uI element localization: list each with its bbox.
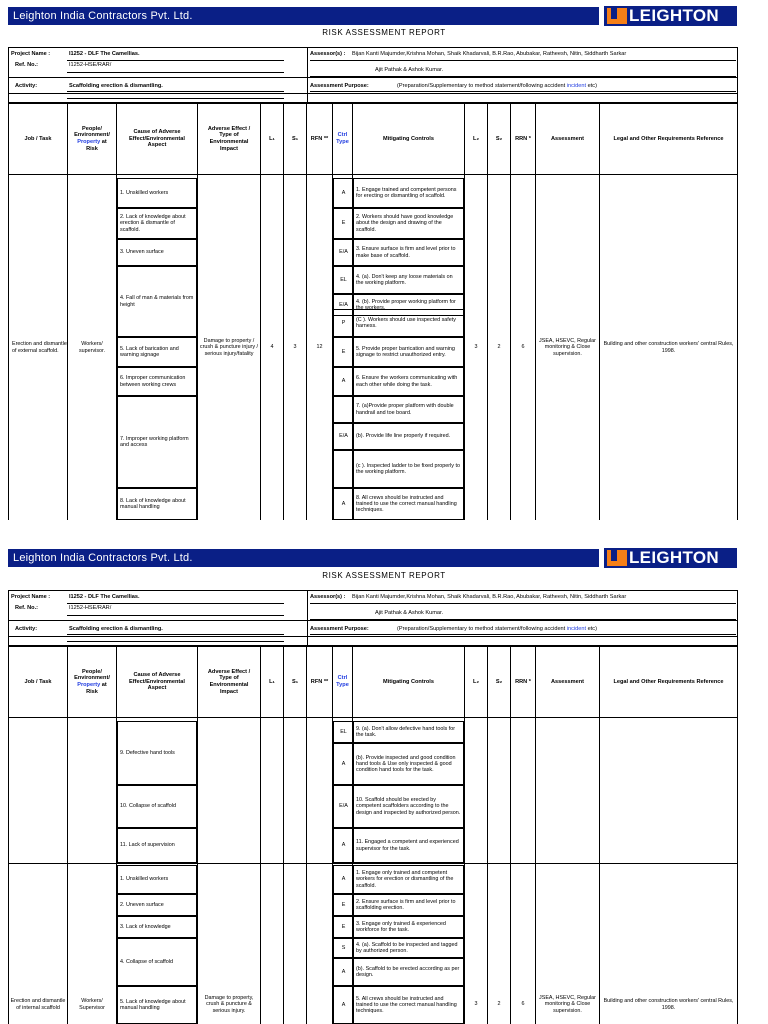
mitigating-control: 6. Ensure the workers communicating with each other while doing the task. xyxy=(353,367,464,396)
ref-no-label: Ref. No.: xyxy=(15,605,38,611)
mitigating-control: 4. (a). Don't keep any loose materials on the working platform. xyxy=(353,266,464,294)
s2-cell: 2 xyxy=(497,344,501,351)
mitigating-control: 5. Provide proper barrication and warning signage to restrict unauthorized entry. xyxy=(353,337,464,367)
mitigating-control: 2. Workers should have good knowledge about the design and drawing of the scaffold. xyxy=(353,208,464,239)
assessment-cell: JSEA, HSEVC, Regular monitoring & Close supervision. xyxy=(539,994,596,1014)
project-name-label: Project Name : xyxy=(11,594,51,600)
ctrl-type-cell: E/A xyxy=(333,423,353,450)
mitigating-control: (b). Scaffold to be erected according as per design. xyxy=(353,958,464,986)
assessors-label: Assessor(s) : xyxy=(310,594,346,600)
col-legal: Legal and Other Requirements Reference xyxy=(613,135,724,142)
leighton-logo xyxy=(604,6,737,26)
col-rfn: RFN ** xyxy=(310,135,329,142)
legal-cell: Building and other construction workers' central Rules, 1998. xyxy=(603,998,734,1011)
ref-no-value: I1252-HSE/RAR/ xyxy=(69,62,112,68)
ctrl-type-cell: A xyxy=(333,178,353,208)
company-name: Leighton India Contractors Pvt. Ltd. xyxy=(13,552,193,564)
ctrl-type-cell: E/A xyxy=(333,239,353,266)
logo-text: LEIGHTON xyxy=(629,6,719,25)
leighton-logo-icon xyxy=(607,8,627,24)
mitigating-control: 8. All crews should be instructed and trained to use the correct manual handling techniques. xyxy=(353,488,464,520)
job-task-cell: Erection and dismantle of internal scaffold xyxy=(10,998,66,1011)
rrn-cell: 6 xyxy=(521,344,525,351)
report-title: RISK ASSESSMENT REPORT xyxy=(322,571,446,580)
col-l2: L₂ xyxy=(473,678,479,685)
col-adverse-effect: Adverse Effect / Type of Environmental Impact xyxy=(207,125,251,152)
ctrl-type-cell: A xyxy=(333,986,353,1024)
col-legal: Legal and Other Requirements Reference xyxy=(613,678,724,685)
people-cell: Workers/ Supervisor xyxy=(79,998,105,1011)
cause-item: 11. Lack of supervision xyxy=(117,828,197,863)
leighton-logo xyxy=(604,548,737,568)
s1-cell: 3 xyxy=(293,344,297,351)
ctrl-type-cell: E/A xyxy=(333,294,353,316)
ctrl-type-cell: EL xyxy=(333,266,353,294)
ctrl-type-cell: S xyxy=(333,938,353,958)
project-name-value: I1252 - DLF The Camellias. xyxy=(69,51,140,57)
project-name-label: Project Name : xyxy=(11,51,51,57)
col-people: People/ Environment/ Property at Risk xyxy=(74,125,110,152)
cause-item: 6. Improper communication between working crews xyxy=(117,367,197,396)
report-title: RISK ASSESSMENT REPORT xyxy=(322,28,446,37)
l2-cell: 3 xyxy=(474,1001,478,1008)
col-cause: Cause of Adverse Effect/Environmental Aspect xyxy=(129,672,185,692)
assessors-line-2: Ajit Pathak & Ashok Kumar. xyxy=(375,67,444,73)
ctrl-type-cell: E xyxy=(333,337,353,367)
cause-item: 4. Collapse of scaffold xyxy=(117,938,197,986)
cause-item: 5. Lack of barication and warning signage xyxy=(117,337,197,367)
col-s1: S₁ xyxy=(291,678,299,685)
cause-item: 8. Lack of knowledge about manual handling xyxy=(117,488,197,520)
assessors-line-1: Bijan Kanti Majumder,Krishna Mohan, Shaik Khadarvali, B.R.Rao, Abubakar, Ratheesh, Nitin, Siddharth Sarkar xyxy=(352,51,627,57)
assessors-line-1: Bijan Kanti Majumder,Krishna Mohan, Shaik Khadarvali, B.R.Rao, Abubakar, Ratheesh, Nitin, Siddharth Sarkar xyxy=(352,594,627,600)
cause-item: 4. Fall of man & materials from height xyxy=(117,266,197,337)
assessment-cell: JSEA, HSEVC, Regular monitoring & Close supervision. xyxy=(539,337,596,357)
mitigating-control: 4. (b). Provide proper working platform for the workers. xyxy=(353,294,464,316)
ctrl-type-cell: P xyxy=(333,309,353,337)
col-job-task: Job / Task xyxy=(24,135,52,142)
project-name-value: I1252 - DLF The Camellias. xyxy=(69,594,140,600)
assessment-purpose-label: Assessment Purpose: xyxy=(310,83,369,89)
mitigating-control: 3. Engage only trained & experienced workforce for the task. xyxy=(353,916,464,938)
cause-item: 2. Uneven surface xyxy=(117,894,197,916)
assessors-label: Assessor(s) : xyxy=(310,51,346,57)
mitigating-control: 1. Engage only trained and competent workers for erection or dismantling of the scaffold. xyxy=(353,865,464,894)
adverse-effect-cell: Damage to property, crush & puncture & serious injury. xyxy=(204,994,254,1014)
assessors-line-2: Ajit Pathak & Ashok Kumar. xyxy=(375,610,444,616)
activity-value: Scaffolding erection & dismantling. xyxy=(69,83,163,89)
l2-cell: 3 xyxy=(474,344,478,351)
col-l2: L₂ xyxy=(473,135,479,142)
legal-cell: Building and other construction workers' central Rules, 1998. xyxy=(603,341,734,354)
rrn-cell: 6 xyxy=(521,1001,525,1008)
col-mitigating: Mitigating Controls xyxy=(383,135,434,142)
s2-cell: 2 xyxy=(497,1001,501,1008)
col-l1: L₁ xyxy=(269,135,275,142)
report-page-2 xyxy=(0,545,768,1024)
assessment-purpose-value: (Preparation/Supplementary to method statement/following accident incident etc) xyxy=(397,626,597,632)
activity-label: Activity: xyxy=(15,626,38,632)
ref-no-value: I1252-HSE/RAR/ xyxy=(69,605,112,611)
cause-item: 2. Lack of knowledge about erection & dismantle of scaffold. xyxy=(117,208,197,239)
ctrl-type-cell: A xyxy=(333,367,353,396)
mitigating-control: 5. All crews should be instructed and trained to use the correct manual handling techniques. xyxy=(353,986,464,1024)
ctrl-type-cell: A xyxy=(333,958,353,986)
ctrl-type-cell xyxy=(333,396,353,423)
col-rrn: RRN * xyxy=(515,678,531,685)
mitigating-control: (b). Provide life line properly if required. xyxy=(353,423,464,450)
col-assessment: Assessment xyxy=(551,135,584,142)
l1-cell: 4 xyxy=(270,344,274,351)
col-cause: Cause of Adverse Effect/Environmental Aspect xyxy=(129,129,185,149)
ctrl-type-cell: EL xyxy=(333,721,353,743)
company-header xyxy=(8,549,599,567)
mitigating-control: 2. Ensure surface is firm and level prior to scaffolding erection. xyxy=(353,894,464,916)
col-s2: S₂ xyxy=(495,678,503,685)
col-adverse-effect: Adverse Effect / Type of Environmental Impact xyxy=(207,668,251,695)
ref-no-label: Ref. No.: xyxy=(15,62,38,68)
col-s2: S₂ xyxy=(495,135,503,142)
ctrl-type-cell: E xyxy=(333,894,353,916)
company-header xyxy=(8,7,599,25)
col-l1: L₁ xyxy=(269,678,275,685)
cause-item: 9. Defective hand tools xyxy=(117,721,197,785)
ctrl-type-cell: A xyxy=(333,743,353,785)
ctrl-type-cell: A xyxy=(333,865,353,894)
assessment-purpose-value: (Preparation/Supplementary to method statement/following accident incident etc) xyxy=(397,83,597,89)
job-task-cell: Erection and dismantle of external scaffold. xyxy=(12,341,67,354)
ctrl-type-cell xyxy=(333,450,353,488)
company-name: Leighton India Contractors Pvt. Ltd. xyxy=(13,10,193,22)
col-rrn: RRN * xyxy=(515,135,531,142)
ctrl-type-cell: E xyxy=(333,208,353,239)
col-s1: S₁ xyxy=(291,135,299,142)
cause-item: 1. Unskilled workers xyxy=(117,865,197,894)
rfn-cell: 12 xyxy=(316,344,323,351)
mitigating-control: 11. Engaged a competent and experienced supervisor for the task. xyxy=(353,828,464,863)
mitigating-control: 10. Scaffold should be erected by competent scaffolders according to the design and inspected by authorized person. xyxy=(353,785,464,828)
ctrl-type-cell: E/A xyxy=(333,785,353,828)
mitigating-control: 4. (a). Scaffold to be inspected and tagged by authorized person. xyxy=(353,938,464,958)
col-mitigating: Mitigating Controls xyxy=(383,678,434,685)
cause-item: 3. Uneven surface xyxy=(117,239,197,266)
col-rfn: RFN ** xyxy=(310,678,329,685)
cause-item: 1. Unskilled workers xyxy=(117,178,197,208)
cause-item: 5. Lack of knowledge about manual handling xyxy=(117,986,197,1024)
col-people: People/ Environment/ Property at Risk xyxy=(74,668,110,695)
cause-item: 10. Collapse of scaffold xyxy=(117,785,197,828)
adverse-effect-cell: Damage to property / crush & puncture injury / serious injury/fatality xyxy=(199,337,259,357)
mitigating-control: (b). Provide inspected and good condition hand tools & Use only inspected & good condition hand tools for the task. xyxy=(353,743,464,785)
ctrl-type-cell: A xyxy=(333,488,353,520)
col-job-task: Job / Task xyxy=(24,678,52,685)
cause-item: 7. Improper working platform and access xyxy=(117,396,197,488)
mitigating-control: 3. Ensure surface is firm and level prior to make base of scaffold. xyxy=(353,239,464,266)
people-cell: Workers/ supervisor. xyxy=(78,341,106,354)
mitigating-control: (c ). Inspected ladder to be fixed properly to the working platform. xyxy=(353,450,464,488)
mitigating-control: 1. Engage trained and competent persons for erecting or dismantling of scaffold. xyxy=(353,178,464,208)
ctrl-type-cell: A xyxy=(333,828,353,863)
col-ctrl-type: Ctrl Type xyxy=(336,132,349,145)
activity-label: Activity: xyxy=(15,83,38,89)
ctrl-type-cell: E xyxy=(333,916,353,938)
cause-item: 3. Lack of knowledge xyxy=(117,916,197,938)
col-ctrl-type: Ctrl Type xyxy=(336,675,349,688)
activity-value: Scaffolding erection & dismantling. xyxy=(69,626,163,632)
assessment-purpose-label: Assessment Purpose: xyxy=(310,626,369,632)
mitigating-control: 7. (a)Provide proper platform with double handrail and toe board. xyxy=(353,396,464,423)
logo-text: LEIGHTON xyxy=(629,548,719,567)
mitigating-control: 9. (a). Don't allow defective hand tools for the task. xyxy=(353,721,464,743)
mitigating-control: (C ). Workers should use inspected safety harness. xyxy=(353,309,464,337)
col-assessment: Assessment xyxy=(551,678,584,685)
leighton-logo-icon xyxy=(607,550,627,566)
